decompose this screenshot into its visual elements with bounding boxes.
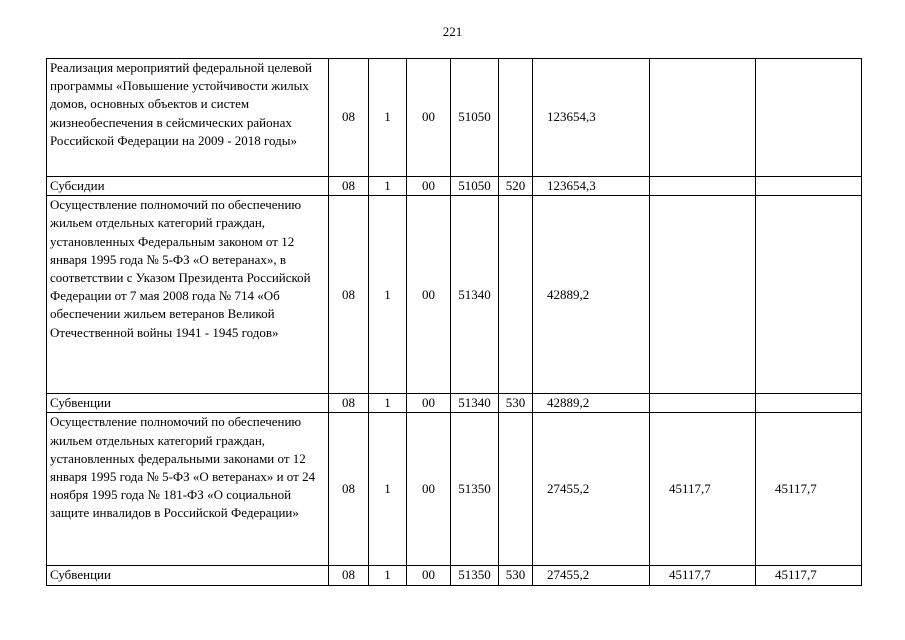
cell-type xyxy=(499,196,533,394)
cell-type xyxy=(499,59,533,177)
table-row xyxy=(47,59,862,177)
cell-amount-2: 45117,7 xyxy=(650,566,756,585)
cell-code: 51050 xyxy=(451,59,499,177)
cell-program: 00 xyxy=(407,59,451,177)
cell-subsection: 1 xyxy=(369,566,407,585)
cell-section: 08 xyxy=(329,59,369,177)
cell-amount-2 xyxy=(650,177,756,196)
budget-table xyxy=(46,58,862,586)
cell-type: 530 xyxy=(499,566,533,585)
cell-amount-3: 45117,7 xyxy=(756,566,862,585)
table-row xyxy=(47,196,862,394)
cell-amount-1: 123654,3 xyxy=(533,177,650,196)
cell-amount-3: 45117,7 xyxy=(756,413,862,566)
cell-program: 00 xyxy=(407,177,451,196)
table-row xyxy=(47,413,862,566)
cell-subsection: 1 xyxy=(369,394,407,413)
cell-amount-3 xyxy=(756,196,862,394)
cell-type xyxy=(499,413,533,566)
table-row xyxy=(47,177,862,196)
cell-amount-1: 27455,2 xyxy=(533,413,650,566)
cell-program: 00 xyxy=(407,566,451,585)
cell-code: 51050 xyxy=(451,177,499,196)
cell-amount-3 xyxy=(756,59,862,177)
cell-code: 51350 xyxy=(451,413,499,566)
cell-amount-2 xyxy=(650,196,756,394)
table-row xyxy=(47,566,862,585)
cell-amount-2 xyxy=(650,394,756,413)
row-description: Осуществление полномочий по обеспечению жильем отдельных категорий граждан, установленных федеральными законами от 12 января 1995 года № 5-ФЗ «О ветеранах» и от 24 ноября 1995 года № 181-ФЗ «О социальной защите инвалидов в Российской Федерации» xyxy=(47,413,329,566)
cell-code: 51340 xyxy=(451,196,499,394)
cell-amount-1: 27455,2 xyxy=(533,566,650,585)
cell-amount-2 xyxy=(650,59,756,177)
cell-amount-2: 45117,7 xyxy=(650,413,756,566)
cell-amount-1: 123654,3 xyxy=(533,59,650,177)
row-description: Осуществление полномочий по обеспечению жильем отдельных категорий граждан, установленных Федеральным законом от 12 января 1995 года № 5-ФЗ «О ветеранах», в соответствии с Указом Президента Российской Федерации от 7 мая 2008 года № 714 «Об обеспечении жильем ветеранов Великой Отечественной войны 1941 - 1945 годов» xyxy=(47,196,329,394)
cell-section: 08 xyxy=(329,566,369,585)
row-description: Субвенции xyxy=(47,566,329,585)
cell-code: 51350 xyxy=(451,566,499,585)
cell-program: 00 xyxy=(407,413,451,566)
cell-subsection: 1 xyxy=(369,413,407,566)
cell-section: 08 xyxy=(329,413,369,566)
cell-program: 00 xyxy=(407,394,451,413)
cell-section: 08 xyxy=(329,196,369,394)
cell-code: 51340 xyxy=(451,394,499,413)
row-description: Реализация мероприятий федеральной целевой программы «Повышение устойчивости жилых домов, основных объектов и систем жизнеобеспечения в сейсмических районах Российской Федерации на 2009 - 2018 годы» xyxy=(47,59,329,177)
cell-amount-3 xyxy=(756,394,862,413)
cell-type: 520 xyxy=(499,177,533,196)
cell-program: 00 xyxy=(407,196,451,394)
page-number: 221 xyxy=(442,24,463,39)
cell-amount-1: 42889,2 xyxy=(533,394,650,413)
cell-section: 08 xyxy=(329,394,369,413)
row-description: Субвенции xyxy=(47,394,329,413)
cell-subsection: 1 xyxy=(369,177,407,196)
cell-section: 08 xyxy=(329,177,369,196)
cell-amount-1: 42889,2 xyxy=(533,196,650,394)
row-description: Субсидии xyxy=(47,177,329,196)
cell-subsection: 1 xyxy=(369,59,407,177)
cell-type: 530 xyxy=(499,394,533,413)
cell-subsection: 1 xyxy=(369,196,407,394)
cell-amount-3 xyxy=(756,177,862,196)
table-row xyxy=(47,394,862,413)
